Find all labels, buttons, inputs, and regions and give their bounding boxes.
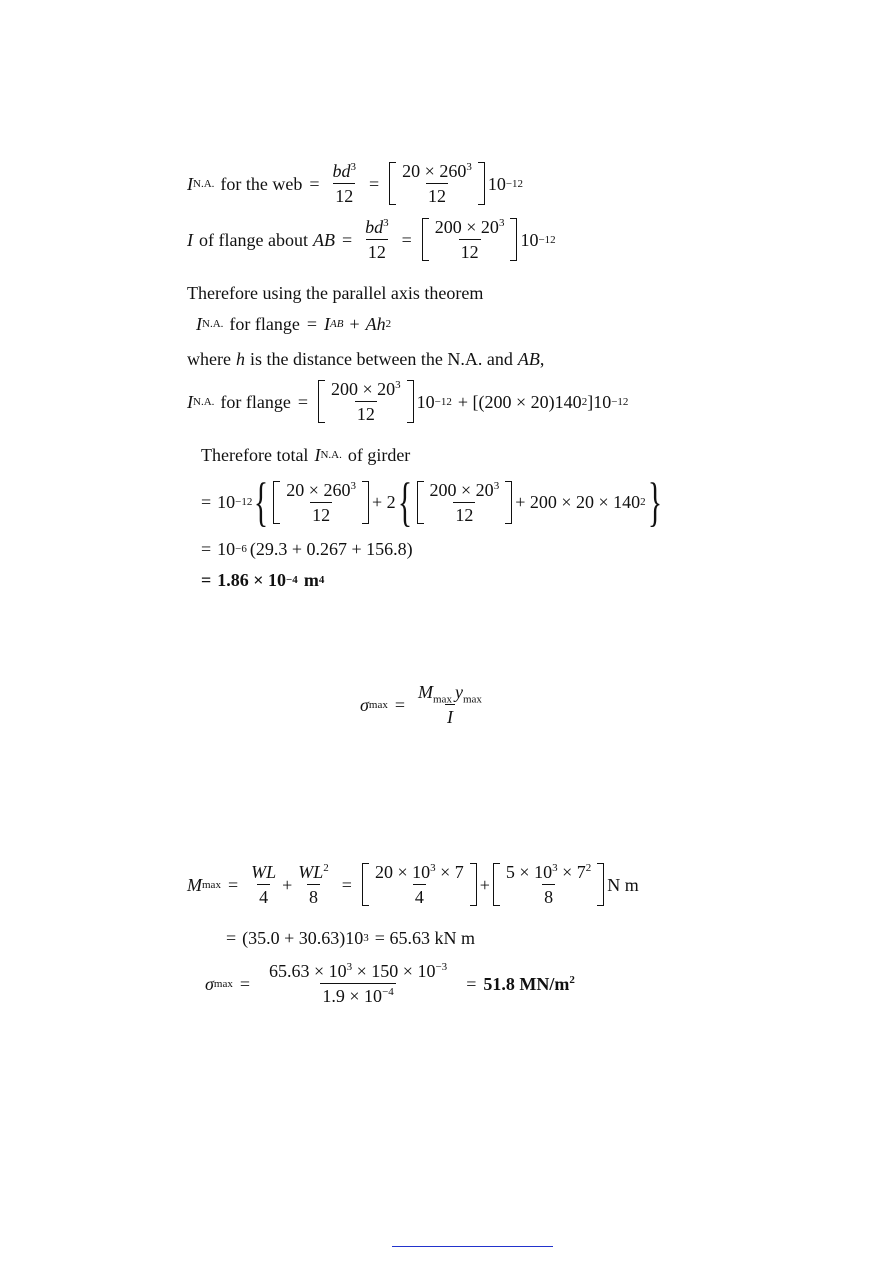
hyperlink-underline[interactable] [392,1246,553,1247]
flange-value-equation: I N.A. for flange = $\frac{200 \times 20^3}{12}$ 10 −12 + [(200 × 20)140 2 ] 10 −12 [187,379,629,424]
where-h-text: where h is the distance between the N.A. and AB , [187,349,545,369]
sigma-formula: σ max = $\frac{M_{max} y_{max}}{I}$ [360,682,482,727]
left-brace-inner: { [397,472,412,532]
bracket-term: $\frac{20 \times 260^3}{12}$ [389,162,485,205]
total-text: Therefore total I N.A. of girder [201,445,411,465]
bracket-term: $\frac{20 \times 10^3 \times 7}{4}$ [362,863,477,906]
flange-na-equation: I N.A. for flange = I AB + Ah 2 [196,314,392,334]
sigma-value: σ max = $\frac{65.63 \times 10^3 \times 150 \times 10^{-3}}{1.9 \times 10^{-4}}$ = 51.8 $MN/m^2$ [205,961,575,1006]
bd3-fraction: $\frac{bd^3}{12}$ [332,161,357,206]
bracket-term: $\frac{200 \times 20^3}{12}$ [422,218,518,261]
total-numeric: = 10 −6 (29.3 + 0.267 + 156.8) [201,539,413,559]
flange-ab-equation: I of flange about AB = $\frac{bd^3}{12}$ = $\frac{200 \times 20^3}{12}$ 10 −12 [187,217,556,262]
parallel-axis-text: Therefore using the parallel axis theorem [187,283,484,303]
left-brace: { [254,472,269,532]
right-brace: } [647,472,662,532]
web-inertia-equation: I N.A. for the web = $\frac{bd^3}{12}$ = $\frac{20 \times 260^3}{12}$ 10 −12 [187,161,524,206]
stress-fraction: $\frac{65.63 \times 10^3 \times 150 \times 10^{-3}}{1.9 \times 10^{-4}}$ [269,961,448,1006]
mmax-value: = (35.0 + 30.63)10 3 = 65.63 kN m [226,928,475,948]
bd3-fraction: $\frac{bd^3}{12}$ [365,217,389,262]
mmax-equation: M max = $\frac{WL}{4}$ + $\frac{WL^2}{8}$ = $\frac{20 \times 10^3 \times 7}{4}$ + $\frac{5 \times 10^3 \times 7^2}{8}$ N m [187,862,639,907]
moment-fraction: $\frac{M_{max} y_{max}}{I}$ [418,682,482,727]
total-expression: = 10 −12 { $\frac{20 \times 260^3}{12}$ + 2 { $\frac{200 \times 20^3}{12}$ + 200 × 20 × 140 2 } [201,472,662,532]
symbol: I [187,173,193,194]
bracket-term: $\frac{200 \times 20^3}{12}$ [417,481,513,524]
total-result: = 1.86 × 10 −4 m 4 [201,570,325,590]
bracket-term: $\frac{200 \times 20^3}{12}$ [318,380,414,423]
bracket-term: $\frac{20 \times 260^3}{12}$ [273,481,369,524]
bracket-term: $\frac{5 \times 10^3 \times 7^2}{8}$ [493,863,604,906]
